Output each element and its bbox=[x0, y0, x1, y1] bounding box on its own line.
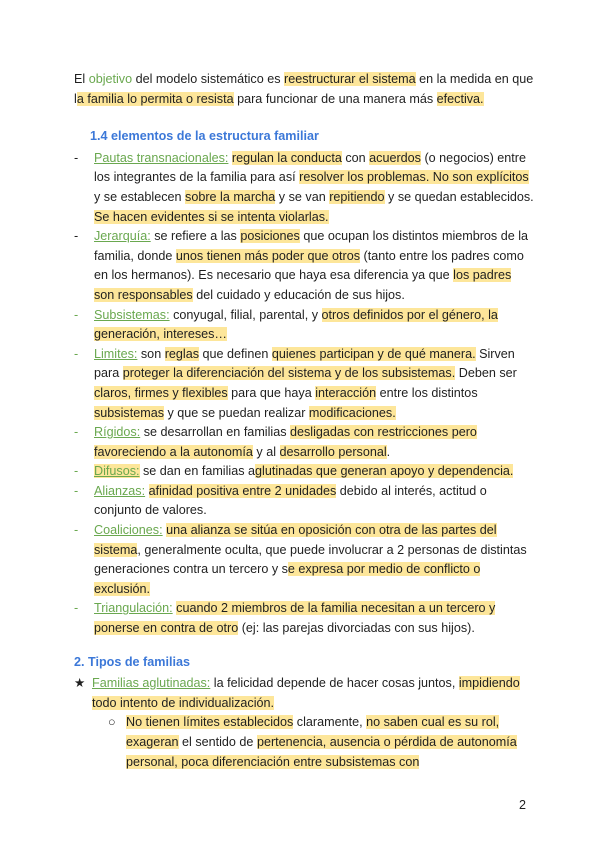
highlight: a familia lo permita o resista bbox=[76, 91, 234, 106]
page-number: 2 bbox=[518, 798, 526, 812]
term-coaliciones: Coaliciones: bbox=[94, 523, 163, 538]
text: entre los distintos bbox=[376, 385, 478, 400]
highlight: no saben cual es su rol, exageran bbox=[126, 715, 500, 749]
document-page bbox=[74, 70, 534, 772]
family-types-list bbox=[74, 674, 534, 713]
dash-bullet: - bbox=[74, 425, 79, 440]
highlight: quienes participan y de qué manera. bbox=[271, 346, 476, 361]
highlight: pertenencia, ausencia o pérdida de autonomía personal, poca diferenciación entre subsistemas con bbox=[126, 735, 517, 769]
list-item-jerarquia bbox=[74, 227, 534, 305]
aglutinadas-sublist bbox=[74, 713, 534, 772]
section-heading-elementos: 1.4 elementos de la estructura familiar bbox=[90, 129, 319, 144]
text: y se establecen bbox=[94, 189, 186, 204]
dash-bullet: - bbox=[74, 229, 79, 244]
highlight: otros definidos por el género, la generación, intereses… bbox=[94, 307, 498, 342]
sublist-item bbox=[108, 713, 534, 772]
list-item-triangulacion bbox=[74, 599, 534, 638]
text: se desarrollan en familias bbox=[140, 425, 290, 440]
text: conyugal, filial, parental, y bbox=[169, 307, 322, 322]
dash-bullet: - bbox=[74, 346, 79, 361]
highlight: proteger la diferenciación del sistema y de los subsistemas. bbox=[122, 366, 456, 381]
list-item-limites bbox=[74, 345, 534, 423]
text: que definen bbox=[199, 346, 272, 361]
text: del cuidado y educación de sus hijos. bbox=[192, 287, 405, 302]
text: claramente, bbox=[293, 715, 367, 730]
text: y que se puedan realizar bbox=[164, 405, 309, 420]
term-jerarquia: Jerarquía: bbox=[94, 229, 151, 244]
text: . bbox=[386, 444, 391, 459]
term-difusos: Difusos: bbox=[94, 464, 140, 479]
text: debido al interés, actitud o conjunto de valores. bbox=[94, 483, 487, 518]
list-item-difusos bbox=[74, 462, 534, 482]
star-bullet: ★ bbox=[74, 676, 86, 691]
highlight: desarrollo personal bbox=[279, 444, 387, 459]
term-triangulacion: Triangulación: bbox=[94, 601, 173, 616]
list-item-pautas bbox=[74, 149, 534, 227]
highlight: posiciones bbox=[240, 229, 300, 244]
text: Deben ser bbox=[455, 366, 517, 381]
highlight: reglas bbox=[164, 346, 200, 361]
term-limites: Limites: bbox=[94, 346, 138, 361]
list-item-rigidos bbox=[74, 423, 534, 462]
highlight: subsistemas bbox=[94, 405, 164, 420]
highlight: claros, firmes y flexibles bbox=[94, 385, 228, 400]
text: El bbox=[74, 72, 89, 86]
text: que ocupan los distintos miembros de la familia, donde bbox=[94, 229, 529, 263]
dash-bullet: - bbox=[74, 150, 79, 165]
dash-bullet: - bbox=[74, 464, 79, 479]
text: (o negocios) entre los integrantes de la familia para así bbox=[94, 150, 526, 185]
text: y se quedan establecidos. bbox=[384, 189, 534, 204]
text: el sentido de bbox=[178, 735, 257, 749]
dash-bullet: - bbox=[74, 307, 79, 322]
dash-bullet: - bbox=[74, 601, 79, 616]
list-item-coaliciones bbox=[74, 521, 534, 599]
text: para funcionar de una manera más bbox=[233, 91, 437, 106]
intro-paragraph bbox=[74, 70, 534, 109]
highlight: Se hacen evidentes si se intenta violarlas. bbox=[94, 209, 329, 224]
text: y al bbox=[252, 444, 280, 459]
highlight: e expresa por medio de conflicto o exclusión. bbox=[94, 562, 481, 596]
text: con bbox=[341, 150, 370, 165]
term-pautas: Pautas transnacionales: bbox=[94, 150, 229, 165]
list-item-alianzas bbox=[74, 482, 534, 521]
highlight: No tienen límites establecidos bbox=[126, 715, 294, 730]
highlight: cuando 2 miembros de la familia necesitan a un tercero y ponerse en contra de otro bbox=[94, 601, 496, 636]
term-rigidos: Rígidos: bbox=[94, 425, 141, 440]
highlight: repitiendo bbox=[329, 189, 385, 204]
elements-list bbox=[74, 149, 534, 639]
highlight: efectiva. bbox=[436, 91, 484, 106]
highlight: reestructurar el sistema bbox=[284, 72, 416, 86]
term-subsistemas: Subsistemas: bbox=[94, 307, 170, 322]
text: del modelo sistemático es bbox=[132, 72, 285, 86]
highlight: acuerdos bbox=[369, 150, 421, 165]
highlight: afinidad positiva entre 2 unidades bbox=[148, 483, 337, 498]
highlight: modificaciones. bbox=[308, 405, 396, 420]
term-aglutinadas: Familias aglutinadas: bbox=[92, 676, 211, 691]
section-heading-tipos: 2. Tipos de familias bbox=[74, 654, 190, 669]
highlight: los padres son responsables bbox=[94, 268, 512, 302]
highlight: impidiendo todo intento de individualización. bbox=[92, 676, 520, 710]
highlight: regulan la conducta bbox=[231, 150, 342, 165]
dash-bullet: - bbox=[74, 523, 79, 538]
term-alianzas: Alianzas: bbox=[94, 483, 146, 498]
highlight: interacción bbox=[315, 385, 377, 400]
dash-bullet: - bbox=[74, 483, 79, 498]
text: la felicidad depende de hacer cosas juntos, bbox=[210, 676, 459, 691]
list-item-aglutinadas bbox=[74, 674, 534, 713]
text: en la medida en que l bbox=[74, 72, 534, 106]
highlight: sobre la marcha bbox=[185, 189, 276, 204]
text: (ej: las parejas divorciadas con sus hijos). bbox=[238, 621, 475, 636]
text: , generalmente oculta, que puede involucrar a 2 personas de distintas generaciones contra un tercero y s bbox=[94, 542, 527, 577]
text: y se van bbox=[275, 189, 330, 204]
circle-bullet: ○ bbox=[108, 715, 116, 730]
list-item-subsistemas bbox=[74, 306, 534, 345]
highlight: una alianza se sitúa en oposición con otra de las partes del sistema bbox=[94, 523, 497, 557]
text: se refiere a las bbox=[150, 229, 241, 244]
text: son bbox=[137, 346, 165, 361]
highlight: glutinadas que generan apoyo y dependencia. bbox=[255, 464, 514, 479]
highlight: desligadas con restricciones pero favoreciendo a la autonomía bbox=[94, 425, 477, 459]
highlight: resolver los problemas. No son explícitos bbox=[299, 170, 529, 185]
text: (tanto entre los padres como en los hermanos). Es necesario que haya esa diferencia ya que bbox=[94, 248, 524, 283]
text: se dan en familias a bbox=[139, 464, 256, 479]
text: para que haya bbox=[227, 385, 316, 400]
highlight: unos tienen más poder que otros bbox=[175, 248, 361, 263]
text: Sirven para bbox=[94, 346, 515, 381]
text-objetivo: objetivo bbox=[88, 72, 133, 86]
